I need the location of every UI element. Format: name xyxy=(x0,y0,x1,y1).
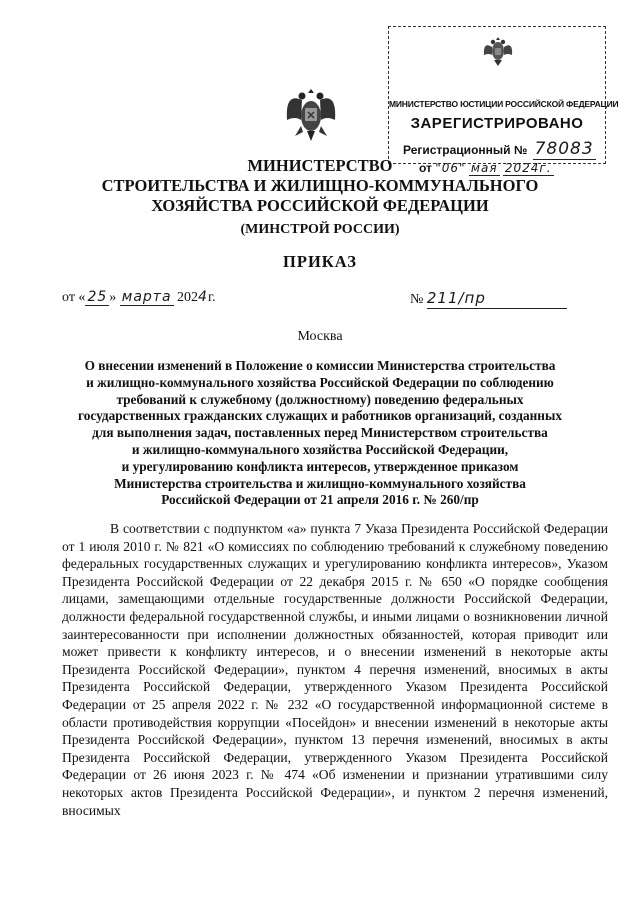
registration-stamp xyxy=(388,26,619,175)
order-date xyxy=(62,289,216,306)
stamp-registered-label: ЗАРЕГИСТРИРОВАНО xyxy=(410,115,584,132)
stamp-reg-number: 78083 xyxy=(534,139,594,159)
order-number xyxy=(410,289,567,309)
date-suffix: г. xyxy=(207,290,216,305)
stamp-ministry-name: МИНИСТЕРСТВО ЮСТИЦИИ РОССИЙСКОЙ ФЕДЕРАЦИИ xyxy=(389,99,619,109)
date-year-digit: 4 xyxy=(198,289,208,305)
stamp-date-day: "06" xyxy=(435,161,466,175)
subject-line: для выполнения задач, поставленных перед Министерством строительства xyxy=(92,425,548,441)
stamp-date-year: 2024г. xyxy=(504,161,552,175)
date-month: марта xyxy=(121,289,172,305)
ministry-title-line-2: СТРОИТЕЛЬСТВА И ЖИЛИЩНО-КОММУНАЛЬНОГО xyxy=(101,176,539,195)
ministry-title xyxy=(0,156,640,216)
number-prefix: № xyxy=(410,292,424,307)
subject-line: О внесении изменений в Положение о комиссии Министерства строительства xyxy=(84,358,556,373)
stamp-date-month: мая xyxy=(470,161,498,175)
date-mid: » xyxy=(109,290,117,305)
subject-line: государственных гражданских служащих и работников организаций, созданных xyxy=(78,408,562,424)
stamp-date-prefix: от xyxy=(419,161,432,175)
date-year-prefix: 202 xyxy=(177,290,199,305)
number-value: 211/пр xyxy=(426,289,486,307)
body-paragraph: В соответствии с подпунктом «а» пункта 7 Указа Президента Российской Федерации от 1 июля 2010 г. № 821 «О комиссиях по соблюдению требований к служебному поведению федеральных государственных служащих и урегулированию конфликта интересов», Указом Президента Российской Федерации от 22 декабря 2015 г. № 650 «О порядке сообщения лицами, замещающими отдельные государственные должности Российской Федерации, должности федеральной государственной службы, и иными лицами о возникновении личной заинтересованности при исполнении должностных обязанностей, которая приводит или может привести к конфликту интересов, и о внесении изменений в некоторые акты Президента Российской Федерации», пунктом 4 перечня изменений, вносимых в акты Президента Российской Федерации, утвержденного Указом Президента Российской Федерации от 25 апреля 2022 г. № 232 «О государственной информационной системе в области противодействия коррупции «Посейдон» и внесении изменений в некоторые акты Президента Российской Федерации», пунктом 13 перечня изменений, вносимых в акты Президента Российской Федерации, утвержденного Указом Президента Российской Федерации от 26 июня 2023 г. № 474 «Об изменении и признании утратившими силу некоторых актов Президента Российской Федерации», и пунктом 2 перечня изменений, вносимых xyxy=(62,521,608,818)
subject-line: и жилищно-коммунального хозяйства Российской Федерации по соблюдению xyxy=(86,374,554,390)
subject-line: Российской Федерации от 21 апреля 2016 г. № 260/пр xyxy=(161,492,479,508)
document-type-title: ПРИКАЗ xyxy=(283,252,357,271)
ministry-short-name: (МИНСТРОЙ РОССИИ) xyxy=(240,222,400,237)
stamp-reg-label: Регистрационный № xyxy=(403,143,528,157)
subject-line: и жилищно-коммунального хозяйства Российской Федерации, xyxy=(131,441,509,457)
subject-line: Министерства строительства и жилищно-коммунального хозяйства xyxy=(114,475,526,491)
ministry-title-line-3: ХОЗЯЙСТВА РОССИЙСКОЙ ФЕДЕРАЦИИ xyxy=(151,196,489,215)
number-field xyxy=(427,289,567,309)
city: Москва xyxy=(297,329,343,344)
stamp-eagle-emblem-icon xyxy=(481,33,515,69)
document-subject xyxy=(0,358,640,509)
subject-line: и урегулированию конфликта интересов, утвержденное приказом xyxy=(121,458,519,474)
coat-of-arms-icon xyxy=(283,86,339,146)
date-prefix: от « xyxy=(62,290,86,305)
date-day: 25 xyxy=(87,289,108,305)
ministry-title-line-1: МИНИСТЕРСТВО xyxy=(247,156,393,175)
subject-line: требований к служебному (должностному) поведению федеральных xyxy=(116,391,524,407)
